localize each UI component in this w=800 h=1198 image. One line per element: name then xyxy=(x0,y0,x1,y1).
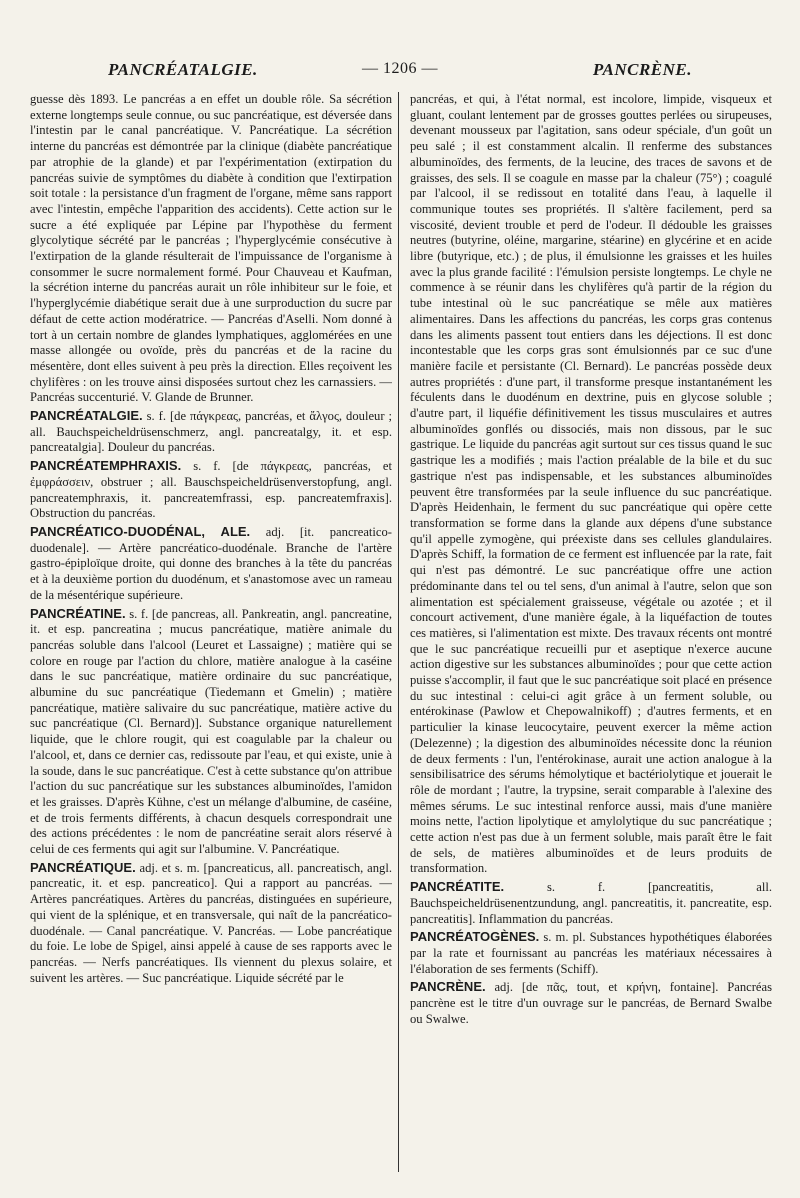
page-number: — 1206 — xyxy=(362,60,438,77)
left-column xyxy=(30,92,392,1177)
column-divider xyxy=(398,92,399,1172)
entry-body: s. f. [pancreatitis, all. Bauchspeicheldrüsenentzundung, angl. pancreatitis, it. pancreatite, esp. pancreatitis]. Inflammation du pancréas. xyxy=(410,880,772,926)
entry-headword: PANCRÉATITE. xyxy=(410,879,505,895)
running-head-right: PANCRÈNE. xyxy=(592,60,692,79)
entry-pancreatite xyxy=(410,879,772,927)
entry-pancreatine xyxy=(30,606,392,858)
entry-headword: PANCRÉATEMPHRAXIS. xyxy=(30,458,182,474)
entry-headword: PANCRÉATIQUE. xyxy=(30,859,136,875)
right-column xyxy=(410,92,772,1177)
running-head-left: PANCRÉATALGIE. xyxy=(108,60,258,79)
entry-headword: PANCRÉATINE. xyxy=(30,605,126,621)
entry-headword: PANCRÉATOGÈNES. xyxy=(410,929,540,945)
entry-headword: PANCRÉATALGIE. xyxy=(30,408,143,424)
entry-body: adj. [it. pancreatico-duodenale]. — Artère pancréatico-duodénale. Branche de l'artère gastro-épiploïque droite, qui donne des branches à la tête du pancréas et à la deuxième portion du duodénum, et s'anastomose avec un rameau de la mésentérique supérieure. xyxy=(30,524,392,602)
continued-text: guesse dès 1893. Le pancréas a en effet un double rôle. Sa sécrétion externe longtemps seule connue, ou suc pancréatique, est déversée dans l'intestin par le canal pancréatique. V. Pancréatique. La sécrétion interne du pancréas est démontrée par la clinique (diabète pancréatique par atrophie de la glande) et par l'expérimentation (extirpation du pancréas suivie de symptômes du diabète à condition que l'extirpation soit totale : la persistance d'un fragment de l'organe, même sans rapport avec l'intestin, empêche l'apparition des accidents). Cette action sur le sucre a été expliquée par Lépine par l'hypothèse du ferment glycolytique sécrété par le pancréas ; l'hyperglycémie consécutive à l'extirpation de la glande résulterait de l'impuissance de l'organisme à consommer le sucre normalement formé. Pour Chauveau et Kaufman, la sécrétion interne du pancréas aurait un rôle inhibiteur sur le foie, et l'hyperglycémie diabétique serait due à une surproduction du sucre par défaut de cette action modératrice. — Pancréas d'Aselli. Nom donné à tort à un certain nombre de glandes lymphatiques, agglomérées en une masse allongée ou ovoïde, près du pancréas et de la racine du mésentère, dont elles suivent à peu près la direction. Elles reçoivent les chylifères : on les trouve ainsi disposées surtout chez les carnassiers. — Pancréas succenturié. V. Glande de Brunner. xyxy=(30,92,392,405)
entry-headword: PANCRÉATICO-DUODÉNAL, ALE. xyxy=(30,523,251,539)
entry-pancreatemphraxis xyxy=(30,458,392,522)
entry-body: s. f. [de pancreas, all. Pankreatin, angl. pancreatine, it. et esp. pancreatina ; mucus pancréatique, matière animale du pancréas soluble dans l'alcool (Leuret et Lassaigne) ; matière qui se colore en rouge par l'action du chlore, matière analogue à la caséine dans le suc pancréatique, matière ordinaire du suc pancréatique, albumine du suc pancréatique (Tiedemann et Gmelin) ; matière pancréatique, matière salivaire du suc pancréatique, matière active du suc pancréatique (Cl. Bernard)]. Substance organique naturellement liquide, que le chlore rougit, qui est coagulable par la chaleur ou l'alcool, et, dans ce dernier cas, redissoute par l'eau, et qui existe, unie à la soude, dans le suc pancréatique. C'est à cette substance qu'on attribue l'action du suc pancréatique sur les substances albuminoïdes, l'amidon et les graisses. D'après Kühne, c'est un mélange d'albumine, de caséine, et de trois ferments différents, à chacun desquels correspondrait une des actions précédentes : le nom de pancréatine serait alors réservé à celui de ces ferments qui agit sur l'albumine. V. Pancréatique. xyxy=(30,606,392,857)
entry-pancreatique xyxy=(30,860,392,987)
entry-pancreatico-duodenal xyxy=(30,524,392,604)
entry-pancreatalgie xyxy=(30,408,392,456)
entry-body: adj. [de πᾶς, tout, et κρήνη, fontaine]. Pancréas pancrène est le titre d'un ouvrage sur le pancréas, de Bernard Swalbe ou Swalwe. xyxy=(410,980,772,1026)
entry-body: s. f. [de πάγκρεας, pancréas, et ἄλγος, douleur ; all. Bauchspeicheldrüsenschmerz, angl. pancreatalgy, it. et esp. pancreatalgia]. Douleur du pancréas. xyxy=(30,409,392,455)
entry-pancrene xyxy=(410,979,772,1027)
entry-body: s. m. pl. Substances hypothétiques élaborées par la rate et fournissant au pancréas les matériaux nécessaires à l'élaboration de ses ferments (Schiff). xyxy=(410,930,772,976)
entry-body: adj. et s. m. [pancreaticus, all. pancreatisch, angl. pancreatic, it. et esp. pancreatico]. Qui a rapport au pancréas. — Artères pancréatiques. Artères du pancréas, distinguées en supérieure, qui vient de la splénique, et en transversale, qui naît de la pancréatico-duodénale. — Canal pancréatique. V. Pancréas. — Lobe pancréatique du foie. Le lobe de Spigel, ainsi appelé à cause de ses rapports avec le pancréas. — Nerfs pancréatiques. Ils viennent du plexus solaire, et suivent les artères. — Suc pancréatique. Liquide sécrété par le xyxy=(30,860,392,985)
page-header xyxy=(30,60,770,86)
entry-headword: PANCRÈNE. xyxy=(410,979,486,995)
entry-body: s. f. [de πάγκρεας, pancréas, et ἐμφράσσειν, obstruer ; all. Bauschspeicheldrüsenverstopfung, angl. pancreatemphraxis, it. pancreatemfrassi, esp. pancreatemfraxis]. Obstruction du pancréas. xyxy=(30,459,392,521)
entry-pancreatogenes xyxy=(410,929,772,977)
continued-text: pancréas, et qui, à l'état normal, est incolore, limpide, visqueux et gluant, coulant lentement par de grosses gouttes perlées ou sirupeuses, devenant mousseux par l'agitation, sans odeur spéciale, d'un goût un peu salé ; il est constamment alcalin. Il renferme des substances albuminoïdes, des ferments, de la leucine, des traces de savons et de graisses, des sels. Il se coagule en masse par la chaleur (75°) ; coagulé par l'alcool, il se redissout en totalité dans l'eau, à laquelle il communique toutes ses propriétés. Il s'altère facilement, perd sa viscosité, devient trouble et perd de l'odeur. Il dédouble les graisses neutres (butyrine, oléine, margarine, stéarine) en glycérine et en acide libre (butyrique, etc.) ; de plus, il émulsionne les graisses et les huiles avec la plus grande facilité : l'émulsion persiste longtemps. Le chyle ne commence à se réunir dans les chylifères qu'à partir de la région du tube intestinal où le suc pancréatique se mêle aux matières alimentaires. Dans les affections du pancréas, les corps gras contenus dans les aliments passent tout entiers dans les déjections. Il est donc incontestable que les corps gras sont émulsionnés par ce suc d'une manière facile et persistante (Cl. Bernard). Le pancréas possède deux autres propriétés : d'une part, il transforme presque instantanément les féculents dans le duodénum en dextrine, puis en glycose soluble ; d'autre part, il liquéfie définitivement les tissus musculaires et autres albuminoïdes gonflés ou dissociés, mais non dissous, par le suc gastrique. Le liquide du pancréas agit surtout sur ces tissus quand le suc gastrique les a modifiés ; mais l'action préalable de la bile et du suc gastrique n'est pas indispensable, et les substances albuminoïdes peuvent être transformées par la seule influence du suc pancréatique. D'après Heidenhain, le ferment du suc pancréatique qui opère cette transformation se forme dans la glande aux dépens d'une substance qu'il appelle zymogène, qui préexiste dans ses cellules glandulaires. D'après Schiff, la formation de ce ferment est influencée par la rate, fait qui n'est pas démontré. Le suc pancréatique offre une action prédominante dans tel ou tel sens, d'un animal à l'autre, selon que son alimentation est spécialement graisseuse, végétale ou azotée ; et il concourt activement, d'une manière égale, à la liquéfaction de toutes ces matières, si l'alimentation est mixte. Des travaux récents ont montré que le suc pancréatique recueilli pur et aseptique n'exerce aucune action digestive sur les substances albuminoïdes ; pour que cette action puisse s'accomplir, il faut que le suc pancréatique soit placé en présence du suc intestinal : celui-ci agit grâce à un ferment soluble, ou entérokinase (Pawlow et Chepowalnikoff) ; d'autres ferments, et en particulier la kinase leucocytaire, peuvent exercer la même action (Delezenne) ; la digestion des albuminoïdes nécessite donc la réunion de deux ferments : l'un, l'entérokinase, aurait une action analogue à la sensibilisatrice des sérums hémolytique et bactériolytique et jouerait le rôle de mordant ; l'autre, la trypsine, serait comparable à l'alexine des mêmes sérums. Le suc intestinal renforce aussi, mais d'une manière moins nette, l'action lipolytique et amylolytique du suc pancréatique ; cette action n'est pas due à un ferment soluble, mais paraît être le fait de sels, de matières albuminoïdes et de leurs produits de transformation. xyxy=(410,92,772,876)
